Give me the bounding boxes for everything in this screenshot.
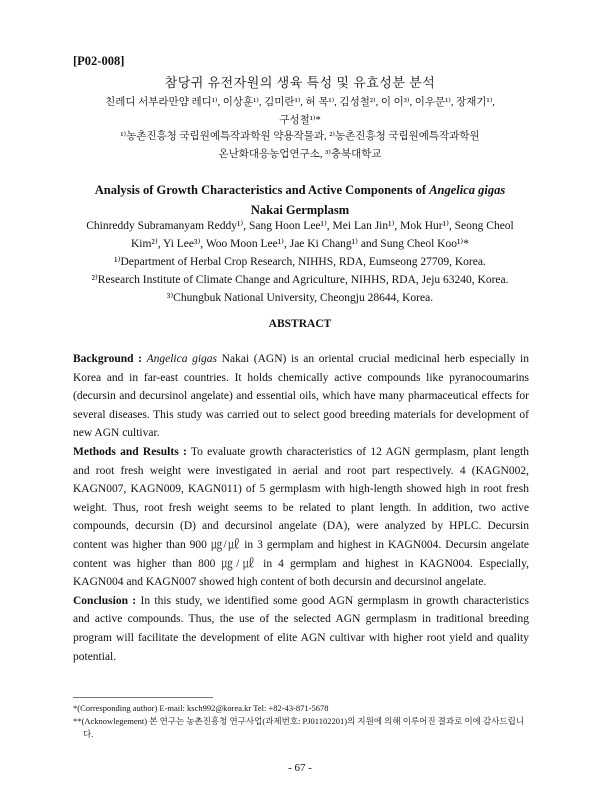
footnotes <box>73 702 529 741</box>
english-affil-1: ¹⁾Department of Herbal Crop Research, NIHHS, RDA, Eumseong 27709, Korea. <box>114 256 486 268</box>
background-species: Angelica gigas <box>146 353 218 365</box>
korean-affil-line1: ¹⁾농촌진흥청 국립원예특작과학원 약용작물과, ²⁾농촌진흥청 국립원예특작과학원 <box>120 131 480 142</box>
korean-affil-line2: 온난화대응농업연구소, ³⁾충북대학교 <box>218 149 382 160</box>
conclusion-text: In this study, we identified some good AGN germplasm in growth characteristics and active compounds. Thus, the use of the selected AGN germplasm in traditional breeding program will facilitate the development of elite AGN cultivar with higher root yield and quality potential. <box>73 594 529 663</box>
conclusion-paragraph <box>73 592 529 666</box>
methods-label: Methods and Results : <box>73 445 187 458</box>
korean-authors <box>73 94 527 130</box>
background-paragraph <box>73 350 529 443</box>
page-number: - 67 - <box>288 762 312 774</box>
english-title-species: Angelica gigas <box>429 183 506 197</box>
english-authors-line2: Kim²⁾, Yi Lee³⁾, Woo Moon Lee¹⁾, Jae Ki Chang¹⁾ and Sung Cheol Koo¹⁾* <box>130 238 470 250</box>
english-affil-2: ²⁾Research Institute of Climate Change and Agriculture, NIHHS, RDA, Jeju 63240, Korea. <box>91 274 509 286</box>
korean-affiliations <box>73 128 527 164</box>
poster-code: [P02-008] <box>73 54 125 68</box>
abstract-heading: ABSTRACT <box>268 318 332 330</box>
english-title-line2: Nakai Germplasm <box>250 203 350 217</box>
background-text: Nakai (AGN) is an oriental crucial medicinal herb especially in Korea and in far-east countries. It holds chemically active compounds like pyranocoumarins (decursin and decursinol angelate) and essential oils, which have many pharmaceutical effects for several diseases. This study was carried out to select good breeding materials for development of new AGN cultivar. <box>73 353 530 440</box>
conclusion-label: Conclusion : <box>73 594 137 607</box>
korean-authors-line2: 구성철¹⁾* <box>279 115 321 126</box>
english-title <box>73 180 527 220</box>
abstract-body <box>73 350 529 666</box>
korean-title: 참당귀 유전자원의 생육 특성 및 유효성분 분석 <box>164 75 436 90</box>
footnote-acknowledgement: **(Acknowlegement) 본 연구는 농촌진흥청 연구사업(과제번호: PJ01102201)의 지원에 의해 이루어진 결과로 이에 감사드립니다. <box>73 716 525 739</box>
english-title-prefix: Analysis of Growth Characteristics and Active Components of <box>94 183 430 197</box>
methods-paragraph <box>73 443 529 592</box>
english-authors-line1: Chinreddy Subramanyam Reddy¹⁾, Sang Hoon Lee¹⁾, Mei Lan Jin¹⁾, Mok Hur¹⁾, Seong Cheol <box>86 220 514 232</box>
english-affiliations <box>73 253 527 307</box>
korean-authors-line1: 친레디 서부라만얌 레디¹⁾, 이상훈¹⁾, 김미란¹⁾, 허 목¹⁾, 김성철²⁾, 이 이³⁾, 이우문¹⁾, 장재기¹⁾, <box>105 97 495 108</box>
background-label: Background : <box>73 353 142 365</box>
methods-text: To evaluate growth characteristics of 12 AGN germplasm, plant length and root fresh weight were investigated in aerial and root part respectively. 4 (KAGN002, KAGN007, KAGN009, KAGN011) of 5 germplasm with high-length showed high in root fresh weight. Thus, root fresh weight seems to be related to plant length. In addition, two active compounds, decursin (D) and decursinol angelate (DA), were analyzed by HPLC. Decursin content was higher than 900 ㎍/㎕ in 3 germplam and highest in KAGN004. Decursin angelate content was higher than 800 ㎍/㎕ in 4 germplam and highest in KAGN004. Especially, KAGN004 and KAGN007 showed high content of both decursin and decursinol angelate. <box>73 445 529 589</box>
footnote-rule <box>73 697 213 698</box>
english-authors <box>73 217 527 253</box>
english-affil-3: ³⁾Chungbuk National University, Cheongju 28644, Korea. <box>166 292 434 304</box>
footnote-corresponding: *(Corresponding author) E-mail: ksch992@korea.kr Tel: +82-43-871-5678 <box>73 703 329 713</box>
